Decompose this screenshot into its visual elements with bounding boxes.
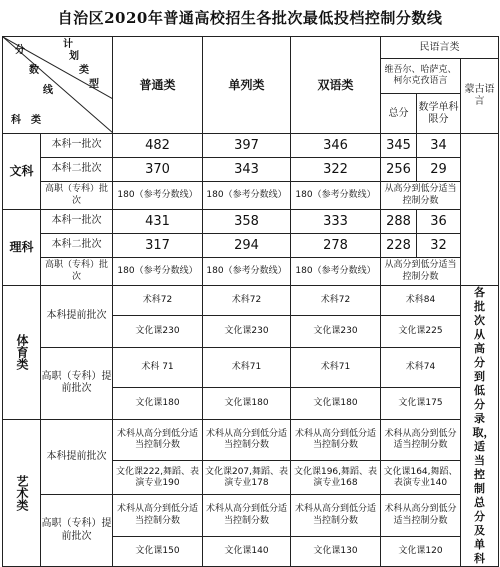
score-cell: 278	[291, 234, 381, 258]
score-cell: 180（参考分数线）	[113, 258, 203, 286]
score-cell: 文化课140	[203, 537, 291, 567]
batch-label: 高职（专科）提前批次	[41, 495, 113, 567]
score-cell: 文化课230	[291, 316, 381, 348]
score-cell: 256	[381, 158, 417, 182]
score-cell: 180（参考分数线）	[203, 258, 291, 286]
header-shuangyu: 双语类	[291, 37, 381, 134]
score-cell: 文化课175	[381, 387, 461, 419]
score-cell: 431	[113, 210, 203, 234]
score-cell: 180（参考分数线）	[291, 258, 381, 286]
score-cell: 34	[417, 134, 461, 158]
score-cell: 术科72	[291, 286, 381, 316]
corner-char: 类	[79, 65, 89, 76]
batch-label: 本科提前批次	[41, 286, 113, 348]
score-cell: 术科74	[381, 348, 461, 388]
score-cell: 文化课230	[203, 316, 291, 348]
batch-label: 高职（专科）批次	[41, 182, 113, 210]
menggu-note: 各批次从高分到低分录取，适当控制总分及单科	[472, 286, 495, 565]
score-cell: 345	[381, 134, 417, 158]
corner-char: 计	[63, 39, 73, 50]
category-like: 理科	[3, 210, 41, 286]
batch-label: 本科一批次	[41, 134, 113, 158]
corner-char: 数	[29, 65, 39, 76]
batch-label: 本科二批次	[41, 158, 113, 182]
category-wenke: 文科	[3, 134, 41, 210]
score-cell: 术科从高分到低分适当控制分数	[381, 495, 461, 537]
corner-char: 线	[43, 85, 53, 96]
score-cell: 180（参考分数线）	[113, 182, 203, 210]
score-cell: 从高分到低分适当控制分数	[381, 258, 461, 286]
score-cell: 343	[203, 158, 291, 182]
score-cell: 294	[203, 234, 291, 258]
score-cell: 术科从高分到低分适当控制分数	[381, 419, 461, 461]
corner-char: 型	[89, 79, 99, 90]
category-label: 艺术类	[15, 474, 29, 511]
score-cell: 术科72	[113, 286, 203, 316]
header-danlie: 单列类	[203, 37, 291, 134]
corner-header	[3, 37, 113, 134]
score-cell: 术科从高分到低分适当控制分数	[291, 419, 381, 461]
score-cell: 文化课225	[381, 316, 461, 348]
category-tiyu	[3, 286, 41, 420]
batch-label: 高职（专科）批次	[41, 258, 113, 286]
header-shuxue: 数学单科限分	[417, 94, 461, 134]
score-cell: 288	[381, 210, 417, 234]
batch-label: 高职（专科）提前批次	[41, 348, 113, 420]
score-cell: 180（参考分数线）	[291, 182, 381, 210]
score-cell: 32	[417, 234, 461, 258]
score-cell: 文化课130	[291, 537, 381, 567]
menggu-empty-cell	[461, 134, 499, 286]
score-cell: 370	[113, 158, 203, 182]
score-cell: 术科从高分到低分适当控制分数	[113, 495, 203, 537]
score-cell: 术科71	[203, 348, 291, 388]
score-cell: 36	[417, 210, 461, 234]
score-cell: 术科从高分到低分适当控制分数	[113, 419, 203, 461]
menggu-note-cell	[461, 286, 499, 567]
header-menggu: 蒙古语言	[461, 59, 499, 134]
score-cell: 文化课230	[113, 316, 203, 348]
score-cell: 从高分到低分适当控制分数	[381, 182, 461, 210]
score-cell: 文化课180	[291, 387, 381, 419]
score-table	[2, 36, 499, 567]
corner-char: 划	[69, 51, 79, 62]
score-cell: 术科从高分到低分适当控制分数	[203, 495, 291, 537]
score-cell: 333	[291, 210, 381, 234]
score-cell: 术科71	[291, 348, 381, 388]
score-cell: 术科从高分到低分适当控制分数	[203, 419, 291, 461]
score-cell: 文化课150	[113, 537, 203, 567]
header-zongfen: 总分	[381, 94, 417, 134]
page-title: 自治区2020年普通高校招生各批次最低投档控制分数线	[57, 9, 443, 27]
batch-label: 本科二批次	[41, 234, 113, 258]
score-cell: 317	[113, 234, 203, 258]
score-cell: 29	[417, 158, 461, 182]
corner-char: 类	[31, 115, 41, 126]
corner-char: 分	[15, 45, 25, 56]
score-cell: 180（参考分数线）	[203, 182, 291, 210]
category-label: 体育类	[15, 334, 29, 371]
score-cell: 术科从高分到低分适当控制分数	[291, 495, 381, 537]
score-cell: 346	[291, 134, 381, 158]
score-cell: 文化课222,舞蹈、表演专业190	[113, 461, 203, 495]
batch-label: 本科一批次	[41, 210, 113, 234]
score-cell: 228	[381, 234, 417, 258]
batch-label: 本科提前批次	[41, 419, 113, 495]
header-minkao: 民语言类	[381, 37, 499, 59]
score-cell: 术科 71	[113, 348, 203, 388]
score-cell: 文化课164,舞蹈、表演专业140	[381, 461, 461, 495]
score-cell: 文化课120	[381, 537, 461, 567]
score-cell: 文化课180	[203, 387, 291, 419]
score-cell: 文化课196,舞蹈、表演专业168	[291, 461, 381, 495]
score-cell: 文化课207,舞蹈、表演专业178	[203, 461, 291, 495]
score-cell: 术科84	[381, 286, 461, 316]
corner-char: 科	[11, 115, 21, 126]
score-cell: 358	[203, 210, 291, 234]
score-cell: 397	[203, 134, 291, 158]
category-yishu	[3, 419, 41, 566]
score-cell: 文化课180	[113, 387, 203, 419]
header-putong: 普通类	[113, 37, 203, 134]
score-cell: 322	[291, 158, 381, 182]
score-cell: 术科72	[203, 286, 291, 316]
score-cell: 482	[113, 134, 203, 158]
header-weiwu: 维吾尔、哈萨克、柯尔克孜语言	[381, 59, 461, 94]
